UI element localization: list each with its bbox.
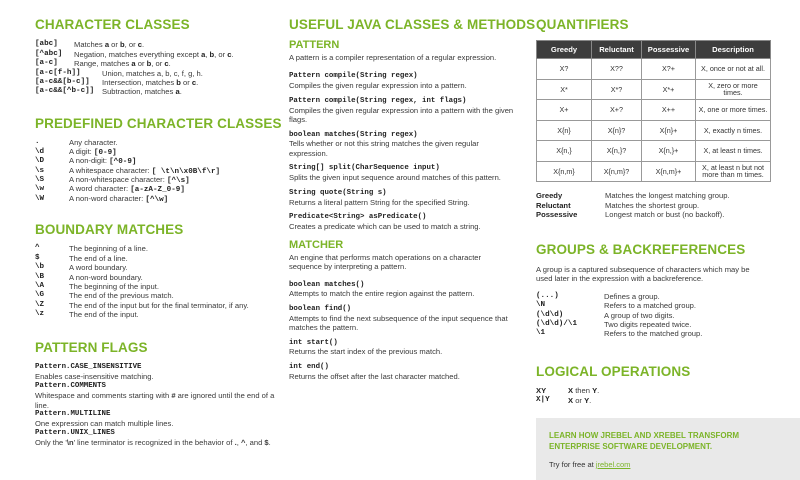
method-description: Tells whether or not this string matches the given regular expression.: [289, 139, 479, 158]
method-signature: boolean matches(String regex): [289, 130, 418, 139]
boundary-match-row: [35, 291, 280, 300]
flag-desc: Only the '\n' line terminator is recognized in the behavior of ., ^, and $.: [35, 438, 271, 448]
table-row: [537, 141, 771, 162]
boundary-match-key: \G: [35, 291, 45, 300]
table-cell: X{n,}?: [592, 141, 642, 162]
quantifiers-table: [536, 40, 771, 182]
predefined-class-desc: A digit: [0-9]: [69, 146, 117, 157]
boundary-match-desc: The beginning of the input.: [69, 281, 159, 291]
table-cell: X*: [537, 79, 592, 100]
table-cell: X{n,}: [537, 141, 592, 162]
table-cell: X{n,m}: [537, 161, 592, 182]
char-class-key: [^abc]: [35, 49, 63, 58]
boundary-match-row: [35, 272, 280, 281]
boundary-match-key: \B: [35, 272, 45, 281]
method-item: [289, 131, 514, 158]
table-row: [537, 161, 771, 182]
groups-intro: A group is a captured subsequence of characters which may be used later in the expression with a backreference.: [536, 265, 750, 284]
pattern-flags-section: [35, 340, 280, 448]
group-item-key: \N: [536, 301, 546, 310]
boundary-match-desc: The beginning of a line.: [69, 244, 148, 254]
group-item-key: (\d\d): [536, 310, 564, 319]
method-signature: Predicate<String> asPredicate(): [289, 213, 427, 222]
group-item-row: [536, 292, 770, 301]
method-signature: Pattern compile(String regex): [289, 72, 418, 81]
method-item: [289, 164, 514, 182]
quantifiers-section: [536, 17, 770, 219]
boundary-match-row: [35, 263, 280, 272]
matcher-subtitle: MATCHER: [289, 239, 344, 252]
promo-headline: LEARN HOW JREBEL AND XREBEL TRANSFORM ENTERPRISE SOFTWARE DEVELOPMENT.: [549, 431, 740, 451]
boundary-match-key: \A: [35, 281, 45, 290]
boundary-match-key: $: [35, 253, 40, 262]
method-description: Attempts to match the entire region against the pattern.: [289, 289, 475, 299]
logical-row: XY X then Y.: [536, 386, 600, 396]
character-classes-section: [35, 17, 280, 97]
boundary-match-desc: The end of the input but for the final terminator, if any.: [69, 300, 249, 310]
boundary-match-desc: The end of the previous match.: [69, 291, 174, 301]
character-classes-title: CHARACTER CLASSES: [35, 17, 190, 32]
group-item-desc: Two digits repeated twice.: [604, 320, 692, 329]
boundary-matches-title: BOUNDARY MATCHES: [35, 222, 184, 237]
groups-section: [536, 242, 770, 339]
predefined-class-row: [35, 195, 280, 204]
table-row: [537, 59, 771, 80]
group-item-desc: Refers to the matched group.: [604, 329, 703, 339]
predefined-class-desc: A non-word character: [^\w]: [69, 193, 169, 204]
boundary-match-key: \z: [35, 310, 45, 319]
table-cell: X{n,m}+: [642, 161, 696, 182]
promo-try-line: [549, 460, 630, 469]
boundary-match-row: [35, 244, 280, 253]
matcher-intro: An engine that performs match operations on a character sequence by interpreting a pattern.: [289, 253, 482, 272]
method-description: Attempts to find the next subsequence of the input sequence that matches the pattern.: [289, 313, 508, 332]
boundary-match-key: ^: [35, 244, 40, 253]
method-description: Returns the start index of the previous match.: [289, 347, 443, 357]
method-signature: String[] split(CharSequence input): [289, 164, 440, 173]
group-item-key: (...): [536, 291, 559, 300]
table-cell: X, at least n but not more than m times.: [696, 161, 771, 182]
method-signature: int end(): [289, 363, 329, 372]
jrebel-link[interactable]: jrebel.com: [595, 460, 631, 469]
predefined-class-desc: A whitespace character: [ \t\n\x0B\f\r]: [69, 165, 221, 176]
boundary-match-desc: The end of the input.: [69, 310, 139, 320]
method-item: [289, 339, 514, 357]
table-cell: X*+: [642, 79, 696, 100]
table-row: [537, 120, 771, 141]
flag-desc: Whitespace and comments starting with # are ignored until the end of a line.: [35, 391, 275, 410]
predefined-class-key: \s: [35, 166, 45, 175]
boundary-match-row: [35, 301, 280, 310]
legend-key: Reluctant: [536, 200, 571, 210]
java-classes-title: USEFUL JAVA CLASSES & METHODS: [289, 17, 536, 32]
table-cell: X, once or not at all.: [696, 59, 771, 80]
quantifier-legend-row: [536, 191, 770, 200]
header-reluctant: Reluctant: [592, 41, 642, 59]
method-item: [289, 305, 514, 332]
table-cell: X, one or more times.: [696, 100, 771, 121]
flag-name: Pattern.CASE_INSENSITIVE: [35, 363, 142, 372]
method-signature: boolean matches(): [289, 280, 365, 289]
legend-desc: Matches the longest matching group.: [605, 191, 730, 201]
predefined-class-code: [^0-9]: [109, 158, 137, 167]
group-item-key: (\d\d)/\1: [536, 320, 578, 328]
group-item-row: [536, 310, 770, 319]
boundary-match-row: [35, 310, 280, 319]
boundary-match-key: \b: [35, 263, 45, 272]
promo-box: [536, 418, 800, 480]
method-item: [289, 97, 514, 124]
char-class-key: [abc]: [35, 40, 58, 49]
group-item-desc: A group of two digits.: [604, 310, 675, 320]
predefined-class-code: [^\s]: [166, 176, 190, 185]
logical-key: XY: [536, 386, 547, 396]
table-cell: X{n,m}?: [592, 161, 642, 182]
flag-desc: Enables case-insensitive matching.: [35, 372, 154, 382]
method-signature: boolean find(): [289, 305, 352, 313]
method-item: [289, 281, 514, 299]
method-description: Splits the given input sequence around matches of this pattern.: [289, 173, 501, 183]
group-item-row: [536, 329, 770, 338]
method-description: Returns the offset after the last character matched.: [289, 371, 460, 381]
flag-name: Pattern.MULTILINE: [35, 410, 111, 419]
char-class-row: [a-c&&[^b-c]] Subtraction, matches a.: [35, 87, 182, 97]
boundary-match-desc: The end of a line.: [69, 253, 128, 263]
method-signature: Pattern compile(String regex, int flags): [289, 96, 467, 105]
quantifiers-title: QUANTIFIERS: [536, 17, 629, 32]
flag-name: Pattern.UNIX_LINES: [35, 428, 115, 437]
promo-try-text: Try for free at: [549, 460, 596, 469]
char-class-row: [abc] Matches a or b, or c.: [35, 40, 145, 50]
table-row: [537, 79, 771, 100]
pattern-flags-title: PATTERN FLAGS: [35, 340, 148, 355]
group-item-desc: Defines a group.: [604, 291, 660, 301]
method-item: [289, 189, 514, 207]
predefined-class-code: [a-zA-Z_0-9]: [130, 186, 185, 195]
logical-section: [536, 364, 770, 405]
predefined-class-key: \w: [35, 185, 45, 194]
table-cell: X, zero or more times.: [696, 79, 771, 100]
table-cell: X??: [592, 59, 642, 80]
table-header-row: [537, 41, 771, 59]
table-cell: X{n}?: [592, 120, 642, 141]
predefined-class-key: \W: [35, 194, 45, 203]
legend-desc: Longest match or bust (no backoff).: [605, 210, 725, 220]
legend-key: Greedy: [536, 191, 563, 201]
predefined-classes-section: [35, 116, 280, 204]
flag-desc: One expression can match multiple lines.: [35, 419, 174, 429]
boundary-match-desc: A word boundary.: [69, 263, 128, 273]
table-cell: X{n,}+: [642, 141, 696, 162]
predefined-class-key: \S: [35, 175, 45, 184]
method-signature: int start(): [289, 338, 338, 347]
boundary-match-row: [35, 254, 280, 263]
table-cell: X*?: [592, 79, 642, 100]
table-cell: X+: [537, 100, 592, 121]
method-item: [289, 213, 514, 231]
flag-name: Pattern.COMMENTS: [35, 381, 106, 390]
table-cell: X, exactly n times.: [696, 120, 771, 141]
boundary-match-row: [35, 282, 280, 291]
predefined-class-desc: Any character.: [69, 138, 118, 148]
table-cell: X, at least n times.: [696, 141, 771, 162]
group-item-key: \1: [536, 329, 546, 338]
pattern-intro: A pattern is a compiler representation of a regular expression.: [289, 53, 497, 63]
char-class-key: [a-c&&[b-c]]: [35, 77, 90, 86]
predefined-class-code: [ \t\n\x0B\f\r]: [151, 167, 221, 176]
groups-title: GROUPS & BACKREFERENCES: [536, 242, 746, 257]
boundary-matches-section: [35, 222, 280, 319]
char-class-row: [35, 68, 280, 77]
method-signature: String quote(String s): [289, 188, 387, 197]
table-cell: X+?: [592, 100, 642, 121]
logical-row: X|Y X or Y.: [536, 395, 592, 405]
predefined-class-desc: A non-digit: [^0-9]: [69, 156, 137, 167]
pattern-subtitle: PATTERN: [289, 39, 340, 52]
char-class-key: [a-c&&[^b-c]]: [35, 87, 95, 96]
table-cell: X{n}: [537, 120, 592, 141]
predefined-classes-title: PREDEFINED CHARACTER CLASSES: [35, 116, 282, 131]
char-class-row: [a-c] Range, matches a or b, or c.: [35, 59, 171, 69]
group-item-row: [536, 320, 770, 329]
method-description: Compiles the given regular expression into a pattern with the given flags.: [289, 105, 514, 124]
header-greedy: Greedy: [537, 41, 592, 59]
char-class-row: [a-c&&[b-c]] Intersection, matches b or c.: [35, 77, 199, 87]
predefined-class-key: \d: [35, 147, 45, 156]
boundary-match-key: \Z: [35, 300, 45, 309]
char-class-key: [a-c[f-h]]: [35, 68, 81, 77]
logical-title: LOGICAL OPERATIONS: [536, 364, 691, 379]
table-cell: X?: [537, 59, 592, 80]
table-cell: X{n}+: [642, 120, 696, 141]
method-item: [289, 363, 514, 381]
predefined-class-desc: A non-whitespace character: [^\s]: [69, 174, 190, 185]
quantifier-legend-row: [536, 201, 770, 210]
char-class-key: [a-c]: [35, 59, 58, 68]
method-item: [289, 72, 514, 90]
predefined-class-key: \D: [35, 157, 45, 166]
char-class-row: [^abc] Negation, matches everything except a, b, or c.: [35, 49, 234, 59]
header-description: Description: [696, 41, 771, 59]
java-classes-section: [289, 17, 536, 388]
logical-key: X|Y: [536, 395, 550, 404]
predefined-class-desc: A word character: [a-zA-Z_0-9]: [69, 184, 185, 195]
table-row: [537, 100, 771, 121]
table-cell: X++: [642, 100, 696, 121]
table-cell: X?+: [642, 59, 696, 80]
boundary-match-desc: A non-word boundary.: [69, 272, 143, 282]
group-item-row: [536, 301, 770, 310]
group-item-desc: Refers to a matched group.: [604, 301, 697, 311]
quantifier-legend-row: [536, 210, 770, 219]
flags-list: [35, 363, 277, 447]
predefined-class-key: .: [35, 138, 40, 147]
method-description: Creates a predicate which can be used to match a string.: [289, 222, 481, 231]
method-description: Returns a literal pattern String for the specified String.: [289, 197, 470, 207]
legend-desc: Matches the shortest group.: [605, 200, 700, 210]
legend-key: Possessive: [536, 210, 578, 220]
header-possessive: Possessive: [642, 41, 696, 59]
predefined-class-code: [^\w]: [145, 195, 169, 204]
char-class-desc: Union, matches a, b, c, f, g, h.: [102, 68, 203, 78]
method-description: Compiles the given regular expression into a pattern.: [289, 81, 467, 91]
predefined-class-code: [0-9]: [93, 148, 117, 157]
